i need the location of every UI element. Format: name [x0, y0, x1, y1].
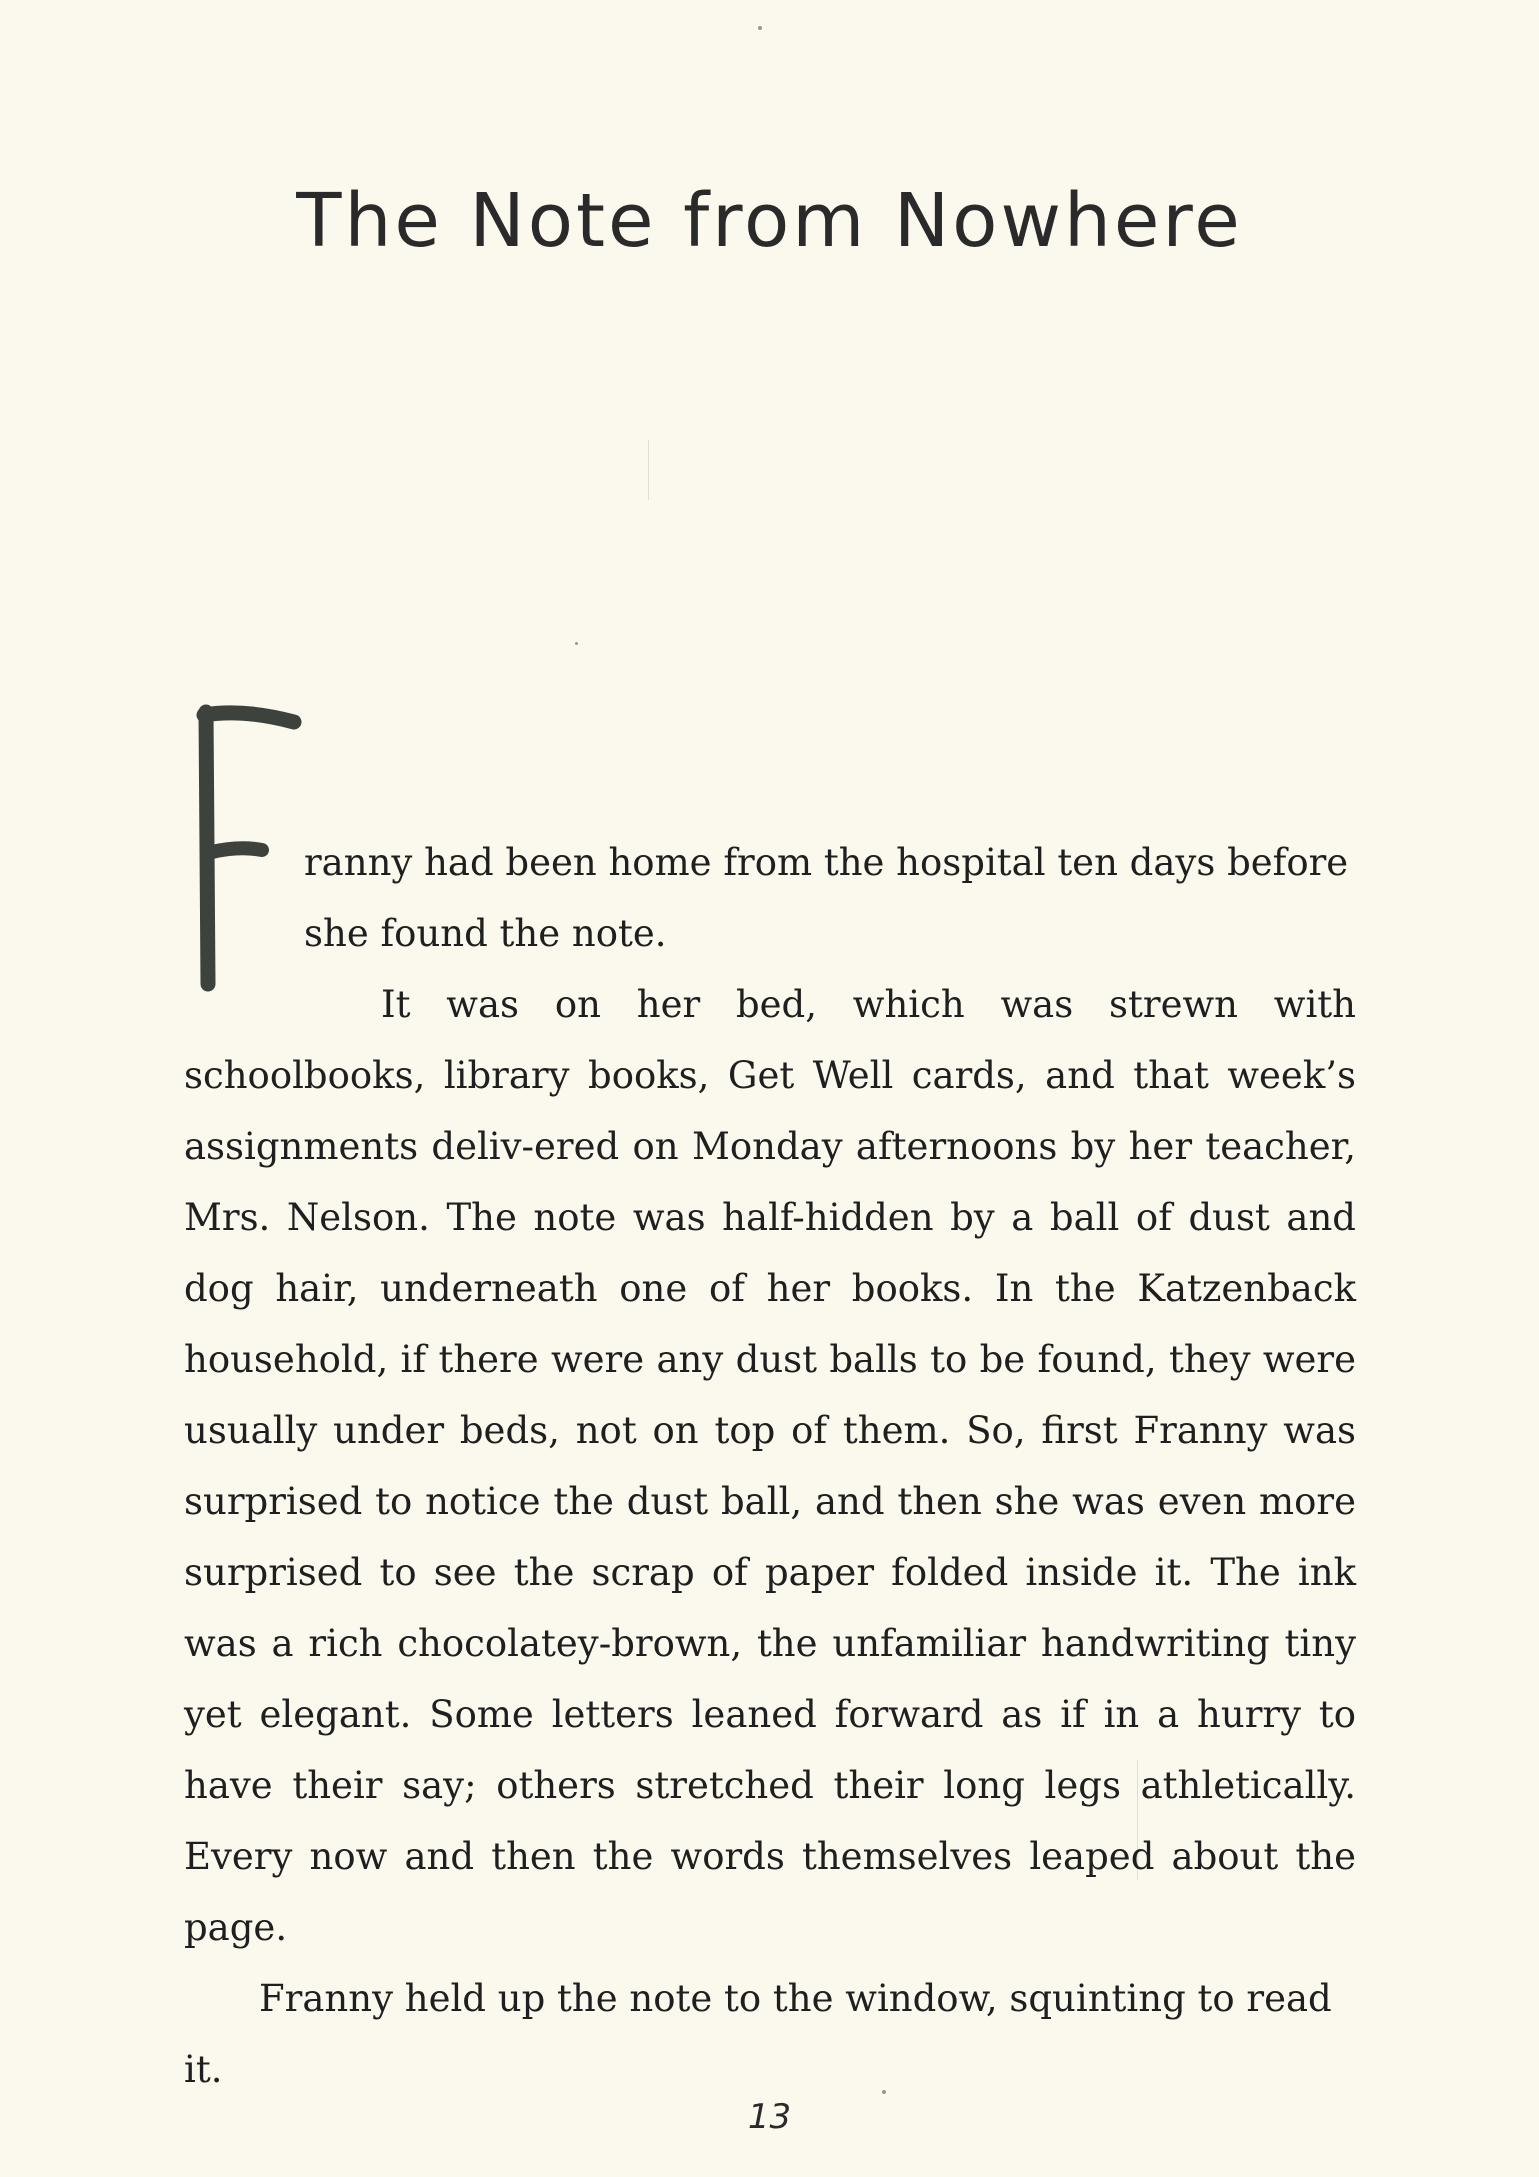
body-text: [184, 827, 1356, 2105]
paragraph: It was on her bed, which was strewn with schoolbooks, library books, Get Well cards, and that week’s assignments deliv-ered on Monday afternoons by her teacher, Mrs. Nelson. The note was half-hidden by a ball of dust and dog hair, underneath one of her books. In the Katzenback household, if there were any dust balls to be found, they were usually under beds, not on top of them. So, first Franny was surprised to notice the dust ball, and then she was even more surprised to see the scrap of paper folded inside it. The ink was a rich chocolatey-brown, the unfamiliar handwriting tiny yet elegant. Some letters leaned forward as if in a hurry to have their say; others stretched their long legs athletically. Every now and then the words themselves leaped about the page.: [184, 983, 1356, 1949]
page-number: 13: [747, 2097, 792, 2137]
paragraph: Franny held up the note to the window, squinting to read it.: [184, 1977, 1332, 2091]
chapter-title: The Note from Nowhere: [296, 178, 1243, 264]
scan-speck: [575, 642, 578, 645]
scan-line: [648, 440, 649, 500]
scan-speck: [758, 26, 762, 30]
first-paragraph: ranny had been home from the hospital ten days before she found the note.: [304, 841, 1349, 955]
